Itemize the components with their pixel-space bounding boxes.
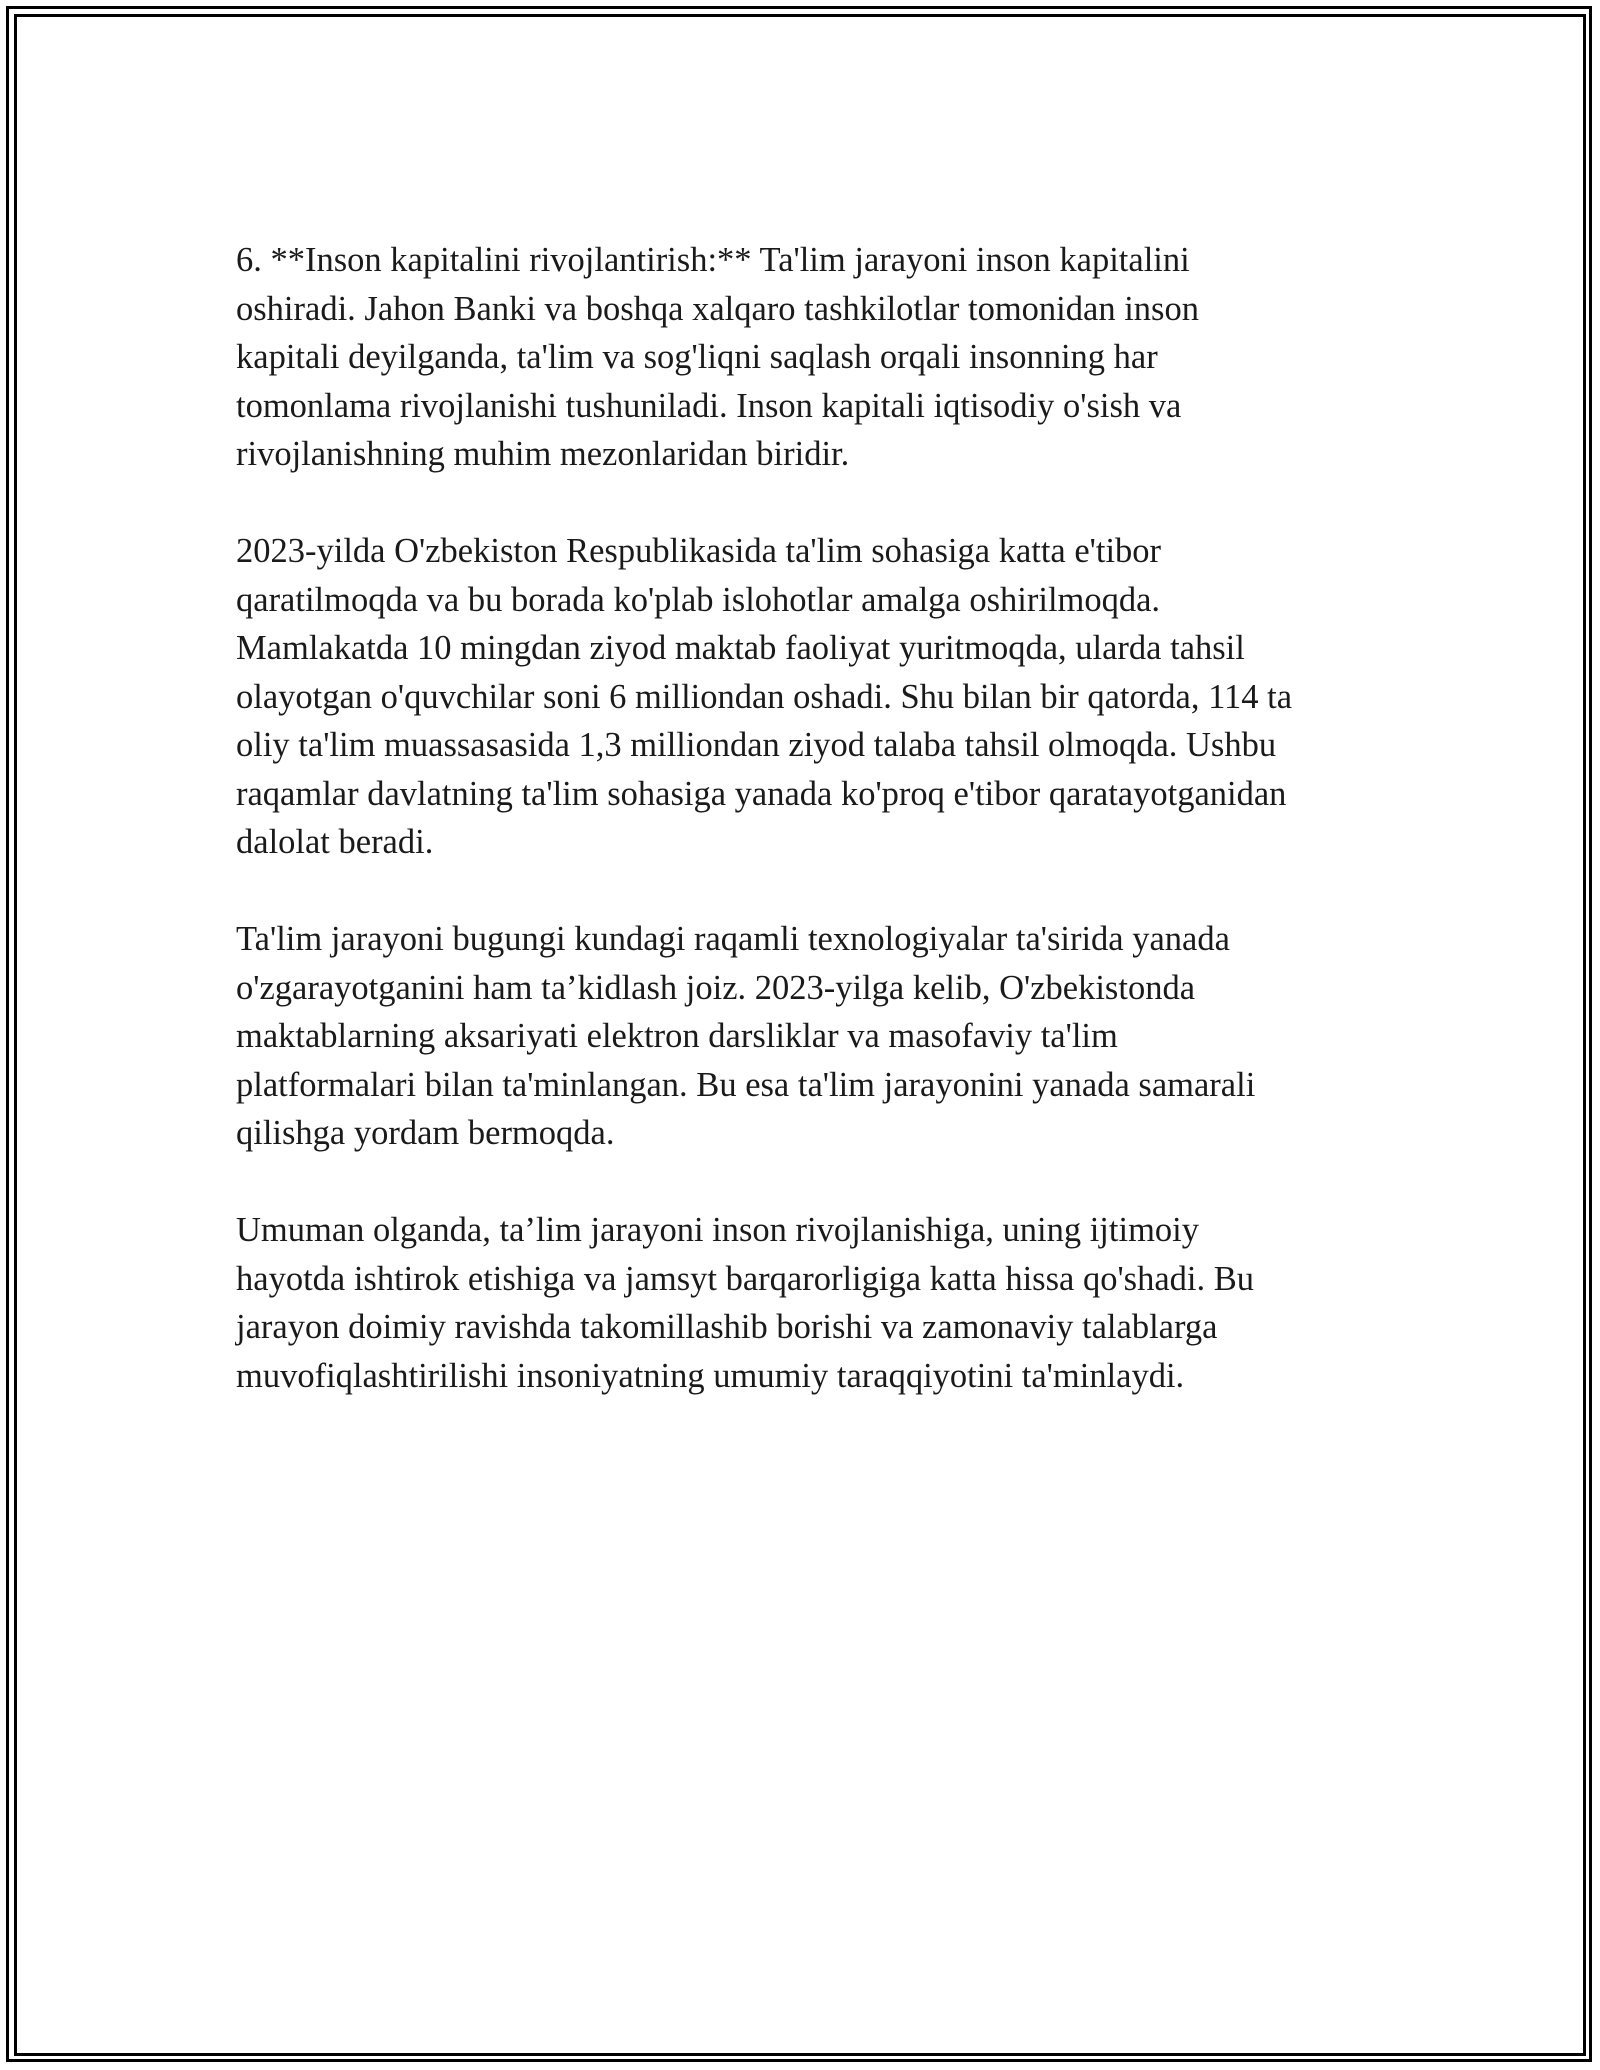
paragraph-human-capital: 6. **Inson kapitalini rivojlantirish:** Ta'lim jarayoni inson kapitalini oshiradi. Jahon Banki va boshqa xalqaro tashkilotlar tomonidan inson kapitali deyilganda, ta'lim va sog'liqni saqlash orqali insonning har tomonlama rivojlanishi tushuniladi. Inson kapitali iqtisodiy o'sish va rivojlanishning muhim mezonlaridan biridir. (236, 241, 1199, 473)
document-body (236, 236, 1386, 1449)
paragraph-education-2023: 2023-yilda O'zbekiston Respublikasida ta'lim sohasiga katta e'tibor qaratilmoqda va bu borada ko'plab islohotlar amalga oshirilmoqda. Mamlakatda 10 mingdan ziyod maktab faoliyat yuritmoqda, ularda tahsil olayotgan o'quvchilar soni 6 milliondan oshadi. Shu bilan bir qatorda, 114 ta oliy ta'lim muassasasida 1,3 milliondan ziyod talaba tahsil olmoqda. Ushbu raqamlar davlatning ta'lim sohasiga yanada ko'proq e'tibor qaratayotganidan dalolat beradi. (236, 532, 1293, 861)
paragraph-conclusion: Umuman olganda, ta’lim jarayoni inson rivojlanishiga, uning ijtimoiy hayotda ishtirok etishiga va jamsyt barqarorligiga katta hissa qo'shadi. Bu jarayon doimiy ravishda takomillashib borishi va zamonaviy talablarga muvofiqlashtirilishi insoniyatning umumiy taraqqiyotini ta'minlaydi. (236, 1211, 1255, 1395)
paragraph-digital-technologies: Ta'lim jarayoni bugungi kundagi raqamli texnologiyalar ta'sirida yanada o'zgarayotganini ham ta’kidlash joiz. 2023-yilga kelib, O'zbekistonda maktablarning aksariyati elektron darsliklar va masofaviy ta'lim platformalari bilan ta'minlangan. Bu esa ta'lim jarayonini yanada samarali qilishga yordam bermoqda. (236, 920, 1256, 1152)
